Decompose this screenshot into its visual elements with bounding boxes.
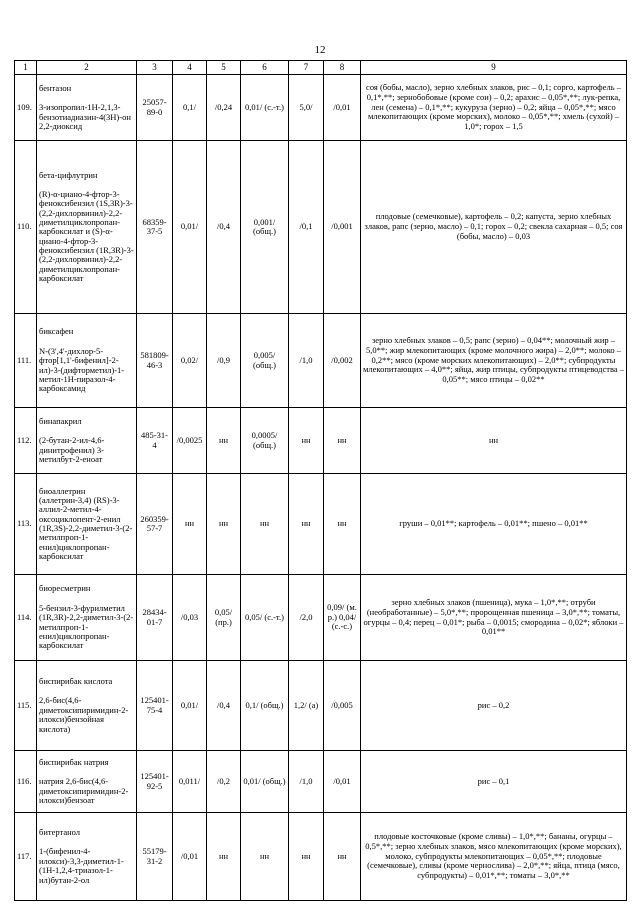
substance-chemical-name: (аллетрин-3,4) (RS)-3-аллил-2-метил-4-оксоциклопент-2-енил (1R,3S)-2,2-диметил-3-(2-метилпроп-1-енил)циклопропан-карбоксилат <box>39 494 133 562</box>
value-col5: 0,05/ (пр.) <box>207 575 241 661</box>
value-col4: 0,1/ <box>173 75 207 141</box>
value-col5: /0,4 <box>207 141 241 314</box>
value-col6: 0,005/ (общ.) <box>241 314 289 408</box>
value-col7: нн <box>289 408 324 474</box>
value-col8: нн <box>324 474 361 575</box>
substance-name <box>37 408 137 474</box>
substance-title: биоресметрин <box>39 583 91 594</box>
value-col7: нн <box>289 813 324 901</box>
substance-title: бета-цифлутрин <box>39 169 98 180</box>
value-col5: нн <box>207 408 241 474</box>
substance-chemical-name: (2-бутан-2-ил-4,6-динитрофенил) 3-метилбут-2-еноат <box>39 435 105 464</box>
value-col6: нн <box>241 813 289 901</box>
col-header: 1 <box>15 61 37 75</box>
substance-chemical-name: 5-бензил-3-фурилметил (1R,3R)-2,2-диметил-3-(2-метилпроп-1-енил)циклопропан-карбоксилат <box>39 602 134 651</box>
substance-title: бинапакрил <box>39 415 82 426</box>
value-col5: /0,2 <box>207 751 241 813</box>
row-number: 114. <box>15 575 37 661</box>
value-col6: 0,05/ (с.-т.) <box>241 575 289 661</box>
value-col5: /0,24 <box>207 75 241 141</box>
value-col7: 5,0/ <box>289 75 324 141</box>
substance-name <box>37 75 137 141</box>
cas-number: 125401-75-4 <box>137 661 173 751</box>
table-row <box>15 661 627 751</box>
substance-title: биспирибак натрия <box>39 756 109 767</box>
usage-limits: рис – 0,2 <box>361 661 627 751</box>
table-row <box>15 314 627 408</box>
value-col4: 0,01/ <box>173 141 207 314</box>
value-col6: нн <box>241 474 289 575</box>
value-col4: нн <box>173 474 207 575</box>
table-row <box>15 575 627 661</box>
substance-chemical-name: (R)-α-циано-4-фтор-3-феноксибензил (1S,3R)-3-(2,2-дихлорвинил)-2,2-диметилциклопропан-карбоксилат и (S)-α-циано-4-фтор-3-феноксибензил (1R,3R)-3-(2,2-дихлорвинил)-2,2-диметилциклопропан-карбоксилат <box>39 188 134 284</box>
substance-title: битертанол <box>39 827 81 838</box>
table-row <box>15 813 627 901</box>
value-col6: 0,01/ (с.-т.) <box>241 75 289 141</box>
cas-number: 55179-31-2 <box>137 813 173 901</box>
cas-number: 485-31-4 <box>137 408 173 474</box>
substance-name <box>37 474 137 575</box>
substance-chemical-name: 1-(бифенил-4-илокси)-3,3-диметил-1-(1H-1,2,4-триазол-1-ил)бутан-2-ол <box>39 846 124 885</box>
substance-title: бентазон <box>39 82 72 93</box>
value-col6: 0,001/ (общ.) <box>241 141 289 314</box>
row-number: 117. <box>15 813 37 901</box>
usage-limits: нн <box>361 408 627 474</box>
substance-name <box>37 751 137 813</box>
value-col5: /0,4 <box>207 661 241 751</box>
substance-title: биспирибак кислота <box>39 676 113 687</box>
value-col8: /0,001 <box>324 141 361 314</box>
substance-name <box>37 813 137 901</box>
value-col4: /0,03 <box>173 575 207 661</box>
value-col6: 0,0005/ (общ.) <box>241 408 289 474</box>
substance-name <box>37 141 137 314</box>
usage-limits: груши – 0,01**; картофель – 0,01**; пшено – 0,01** <box>361 474 627 575</box>
substance-chemical-name: 2,6-бис(4,6-диметоксипиримидин-2-илокси)бензойная кислота) <box>39 695 129 734</box>
col-header: 9 <box>361 61 627 75</box>
usage-limits: зерно хлебных злаков (пшеница), мука – 1,0*,**; отруби (необработанные) – 5,0*,**; пророщенная пшеница – 3,0*,**; томаты, огурцы – 0,4; перец – 0,01*; рыба – 0,0015; смородина – 0,02*; яблоки – 0,01** <box>361 575 627 661</box>
row-number: 116. <box>15 751 37 813</box>
value-col5: нн <box>207 474 241 575</box>
substance-chemical-name: 3-изопропил-1H-2,1,3-бензотиадиазин-4(3H)-он 2,2-диоксид <box>39 102 131 131</box>
usage-limits: рис – 0,1 <box>361 751 627 813</box>
value-col8: /0,002 <box>324 314 361 408</box>
value-col7: /0,1 <box>289 141 324 314</box>
value-col4: /0,0025 <box>173 408 207 474</box>
usage-limits: соя (бобы, масло), зерно хлебных злаков, рис – 0,1; сорго, картофель – 0,1*,**; зернобобовые (кроме сои) – 0,2; арахис – 0,05*,**; лук-репка, лен (семена) – 0,1*,**; кукуруза (зерно) – 0,2; яйца – 0,05*,**; мясо млекопитающих (кроме морских), молоко – 0,05*,**; хмель (сухой) – 1,0*; горох – 1,5 <box>361 75 627 141</box>
row-number: 113. <box>15 474 37 575</box>
cas-number: 68359-37-5 <box>137 141 173 314</box>
table-row <box>15 141 627 314</box>
value-col7: нн <box>289 474 324 575</box>
cas-number: 260359-57-7 <box>137 474 173 575</box>
row-number: 110. <box>15 141 37 314</box>
value-col6: 0,01/ (общ.) <box>241 751 289 813</box>
value-col8: /0,01 <box>324 75 361 141</box>
value-col7: /2,0 <box>289 575 324 661</box>
substance-chemical-name: N-(3',4'-дихлор-5-фтор[1,1'-бифенил]-2-ил)-3-(дифторметил)-1-метил-1H-пиразол-4-карбоксамид <box>39 345 125 394</box>
row-number: 109. <box>15 75 37 141</box>
value-col4: 0,01/ <box>173 661 207 751</box>
substance-title: биксафен <box>39 326 74 337</box>
page-number: 12 <box>314 44 326 56</box>
value-col8: нн <box>324 408 361 474</box>
value-col8: 0,09/ (м. р.) 0,04/ (с.-с.) <box>324 575 361 661</box>
cas-number: 28434-01-7 <box>137 575 173 661</box>
col-header: 4 <box>173 61 207 75</box>
value-col7: 1,2/ (а) <box>289 661 324 751</box>
value-col7: /1,0 <box>289 751 324 813</box>
substance-name <box>37 661 137 751</box>
cas-number: 25057-89-0 <box>137 75 173 141</box>
usage-limits: плодовые (семечковые), картофель – 0,2; капуста, зерно хлебных злаков, рапс (зерно, масло) – 0,1; горох – 0,2; свекла сахарная – 0,5; соя (бобы, масло) – 0,03 <box>361 141 627 314</box>
value-col6: 0,1/ (общ.) <box>241 661 289 751</box>
row-number: 115. <box>15 661 37 751</box>
value-col8: /0,01 <box>324 751 361 813</box>
cas-number: 581809-46-3 <box>137 314 173 408</box>
value-col7: /1,0 <box>289 314 324 408</box>
substance-title: биоаллетрин <box>39 485 86 496</box>
usage-limits: плодовые косточковые (кроме сливы) – 1,0*,**; бананы, огурцы – 0,5*,**; зерно хлебных злаков, мясо млекопитающих (кроме морских), молоко, субпродукты млекопитающих – 0,05*,**; плодовые (семечковые), сливы (кроме чернослива) – 2,0*,**; яйца, птица (мясо, субпродукты) – 0,01*,**; томаты – 3,0*,** <box>361 813 627 901</box>
value-col4: /0,01 <box>173 813 207 901</box>
substance-name <box>37 575 137 661</box>
col-header: 5 <box>207 61 241 75</box>
table-row <box>15 75 627 141</box>
cas-number: 125401-92-5 <box>137 751 173 813</box>
value-col4: 0,02/ <box>173 314 207 408</box>
value-col8: нн <box>324 813 361 901</box>
table-row <box>15 751 627 813</box>
regulation-table <box>14 60 627 901</box>
table-row <box>15 474 627 575</box>
col-header: 6 <box>241 61 289 75</box>
col-header: 2 <box>37 61 137 75</box>
value-col5: нн <box>207 813 241 901</box>
column-header-row <box>15 61 627 75</box>
value-col4: 0,011/ <box>173 751 207 813</box>
value-col5: /0,9 <box>207 314 241 408</box>
col-header: 7 <box>289 61 324 75</box>
substance-chemical-name: натрия 2,6-бис(4,6-диметоксипиримидин-2-илокси)бензоат <box>39 776 129 805</box>
table-row <box>15 408 627 474</box>
row-number: 112. <box>15 408 37 474</box>
col-header: 3 <box>137 61 173 75</box>
row-number: 111. <box>15 314 37 408</box>
value-col8: /0,005 <box>324 661 361 751</box>
usage-limits: зерно хлебных злаков – 0,5; рапс (зерно) – 0,04**; молочный жир – 5,0**; жир млекопитающих (кроме молочного жира) – 2,0**; молоко – 0,2**; мясо (кроме морских млекопитающих) – 2,0**; субпродукты млекопитающих – 4,0**; яйца, жир птицы, субпродукты птицеводства – 0,05**; мясо птицы – 0,02** <box>361 314 627 408</box>
col-header: 8 <box>324 61 361 75</box>
substance-name <box>37 314 137 408</box>
